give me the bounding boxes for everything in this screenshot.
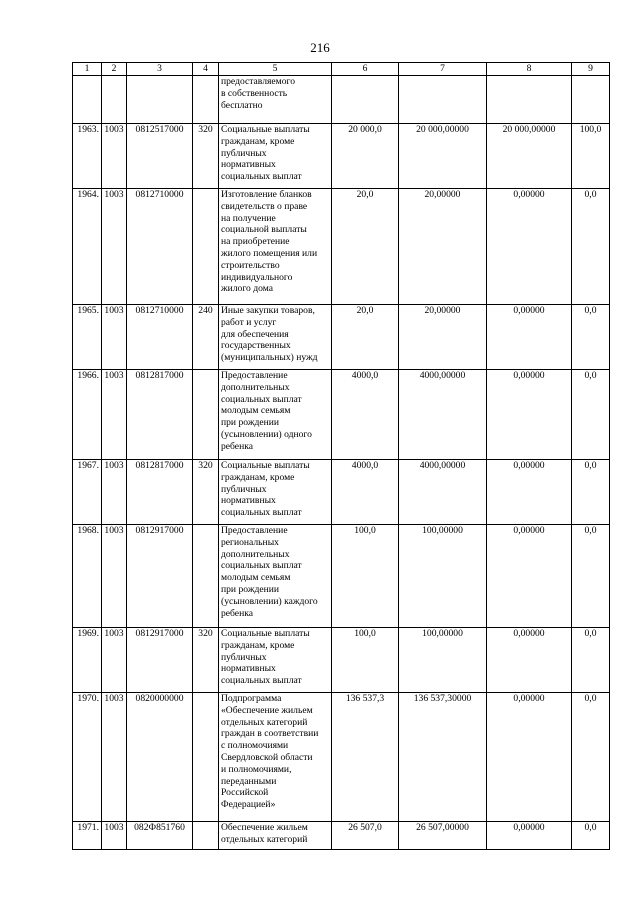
item-name: Социальные выплаты гражданам, кроме публичных нормативных социальных выплат [219,124,332,189]
row-number: 1964. [73,189,102,305]
target-code: 0812817000 [127,370,193,460]
item-name: Социальные выплаты гражданам, кроме публичных нормативных социальных выплат [219,628,332,693]
table-header-row [73,63,610,76]
target-code: 0812710000 [127,305,193,370]
executed-amount: 20 000,00000 [487,124,572,189]
executed-amount: 0,00000 [487,525,572,628]
execution-percent: 0,0 [572,525,610,628]
section-code: 1003 [102,460,127,525]
table-row [73,628,610,693]
column-header: 3 [127,63,193,76]
target-code: 082Ф851760 [127,822,193,850]
table-row [73,370,610,460]
executed-amount: 0,00000 [487,693,572,822]
budget-table [72,62,610,850]
approved-amount: 26 507,00000 [399,822,487,850]
target-code: 0812917000 [127,525,193,628]
planned-amount [332,76,399,124]
item-name: предоставляемого в собственность бесплатно [219,76,332,124]
planned-amount: 20,0 [332,189,399,305]
table-row [73,305,610,370]
target-code: 0812917000 [127,628,193,693]
executed-amount: 0,00000 [487,460,572,525]
planned-amount: 26 507,0 [332,822,399,850]
item-name: Изготовление бланков свидетельств о праве на получение социальной выплаты на приобретение жилого помещения или строительство индивидуального жилого дома [219,189,332,305]
target-code [127,76,193,124]
execution-percent: 0,0 [572,305,610,370]
expense-type [193,370,219,460]
executed-amount [487,76,572,124]
row-number: 1963. [73,124,102,189]
table-row [73,693,610,822]
column-header: 2 [102,63,127,76]
column-header: 5 [219,63,332,76]
section-code: 1003 [102,822,127,850]
section-code: 1003 [102,124,127,189]
column-header: 6 [332,63,399,76]
approved-amount: 136 537,30000 [399,693,487,822]
item-name: Предоставление дополнительных социальных выплат молодым семьям при рождении (усыновлении) одного ребенка [219,370,332,460]
row-number: 1971. [73,822,102,850]
approved-amount: 20,00000 [399,305,487,370]
planned-amount: 20 000,0 [332,124,399,189]
target-code: 0812517000 [127,124,193,189]
expense-type [193,822,219,850]
executed-amount: 0,00000 [487,305,572,370]
table-row [73,189,610,305]
section-code: 1003 [102,305,127,370]
item-name: Предоставление региональных дополнительных социальных выплат молодым семьям при рождении (усыновлении) каждого ребенка [219,525,332,628]
row-number [73,76,102,124]
target-code: 0820000000 [127,693,193,822]
execution-percent: 0,0 [572,822,610,850]
section-code: 1003 [102,693,127,822]
table-row [73,460,610,525]
execution-percent: 0,0 [572,189,610,305]
column-header: 7 [399,63,487,76]
planned-amount: 20,0 [332,305,399,370]
planned-amount: 100,0 [332,525,399,628]
item-name: Подпрограмма «Обеспечение жильем отдельных категорий граждан в соответствии с полномочиями Свердловской области и полномочиями, переданными Российской Федерацией» [219,693,332,822]
execution-percent: 0,0 [572,370,610,460]
expense-type: 320 [193,124,219,189]
column-header: 4 [193,63,219,76]
expense-type [193,693,219,822]
row-number: 1965. [73,305,102,370]
table-row [73,124,610,189]
table-row [73,76,610,124]
planned-amount: 4000,0 [332,460,399,525]
row-number: 1969. [73,628,102,693]
section-code: 1003 [102,370,127,460]
execution-percent: 0,0 [572,693,610,822]
executed-amount: 0,00000 [487,628,572,693]
approved-amount: 20,00000 [399,189,487,305]
planned-amount: 4000,0 [332,370,399,460]
column-header: 9 [572,63,610,76]
item-name: Социальные выплаты гражданам, кроме публичных нормативных социальных выплат [219,460,332,525]
expense-type: 240 [193,305,219,370]
expense-type [193,525,219,628]
approved-amount [399,76,487,124]
execution-percent: 0,0 [572,460,610,525]
table-row [73,822,610,850]
section-code: 1003 [102,628,127,693]
target-code: 0812710000 [127,189,193,305]
executed-amount: 0,00000 [487,822,572,850]
expense-type: 320 [193,460,219,525]
section-code [102,76,127,124]
column-header: 8 [487,63,572,76]
section-code: 1003 [102,525,127,628]
section-code: 1003 [102,189,127,305]
planned-amount: 100,0 [332,628,399,693]
row-number: 1967. [73,460,102,525]
planned-amount: 136 537,3 [332,693,399,822]
table-row [73,525,610,628]
approved-amount: 4000,00000 [399,460,487,525]
item-name: Иные закупки товаров, работ и услуг для обеспечения государственных (муниципальных) нужд [219,305,332,370]
expense-type [193,189,219,305]
column-header: 1 [73,63,102,76]
approved-amount: 4000,00000 [399,370,487,460]
row-number: 1968. [73,525,102,628]
approved-amount: 100,00000 [399,628,487,693]
approved-amount: 20 000,00000 [399,124,487,189]
execution-percent [572,76,610,124]
approved-amount: 100,00000 [399,525,487,628]
execution-percent: 0,0 [572,628,610,693]
expense-type [193,76,219,124]
row-number: 1966. [73,370,102,460]
expense-type: 320 [193,628,219,693]
execution-percent: 100,0 [572,124,610,189]
row-number: 1970. [73,693,102,822]
executed-amount: 0,00000 [487,370,572,460]
executed-amount: 0,00000 [487,189,572,305]
target-code: 0812817000 [127,460,193,525]
item-name: Обеспечение жильем отдельных категорий [219,822,332,850]
page-number: 216 [310,40,330,55]
